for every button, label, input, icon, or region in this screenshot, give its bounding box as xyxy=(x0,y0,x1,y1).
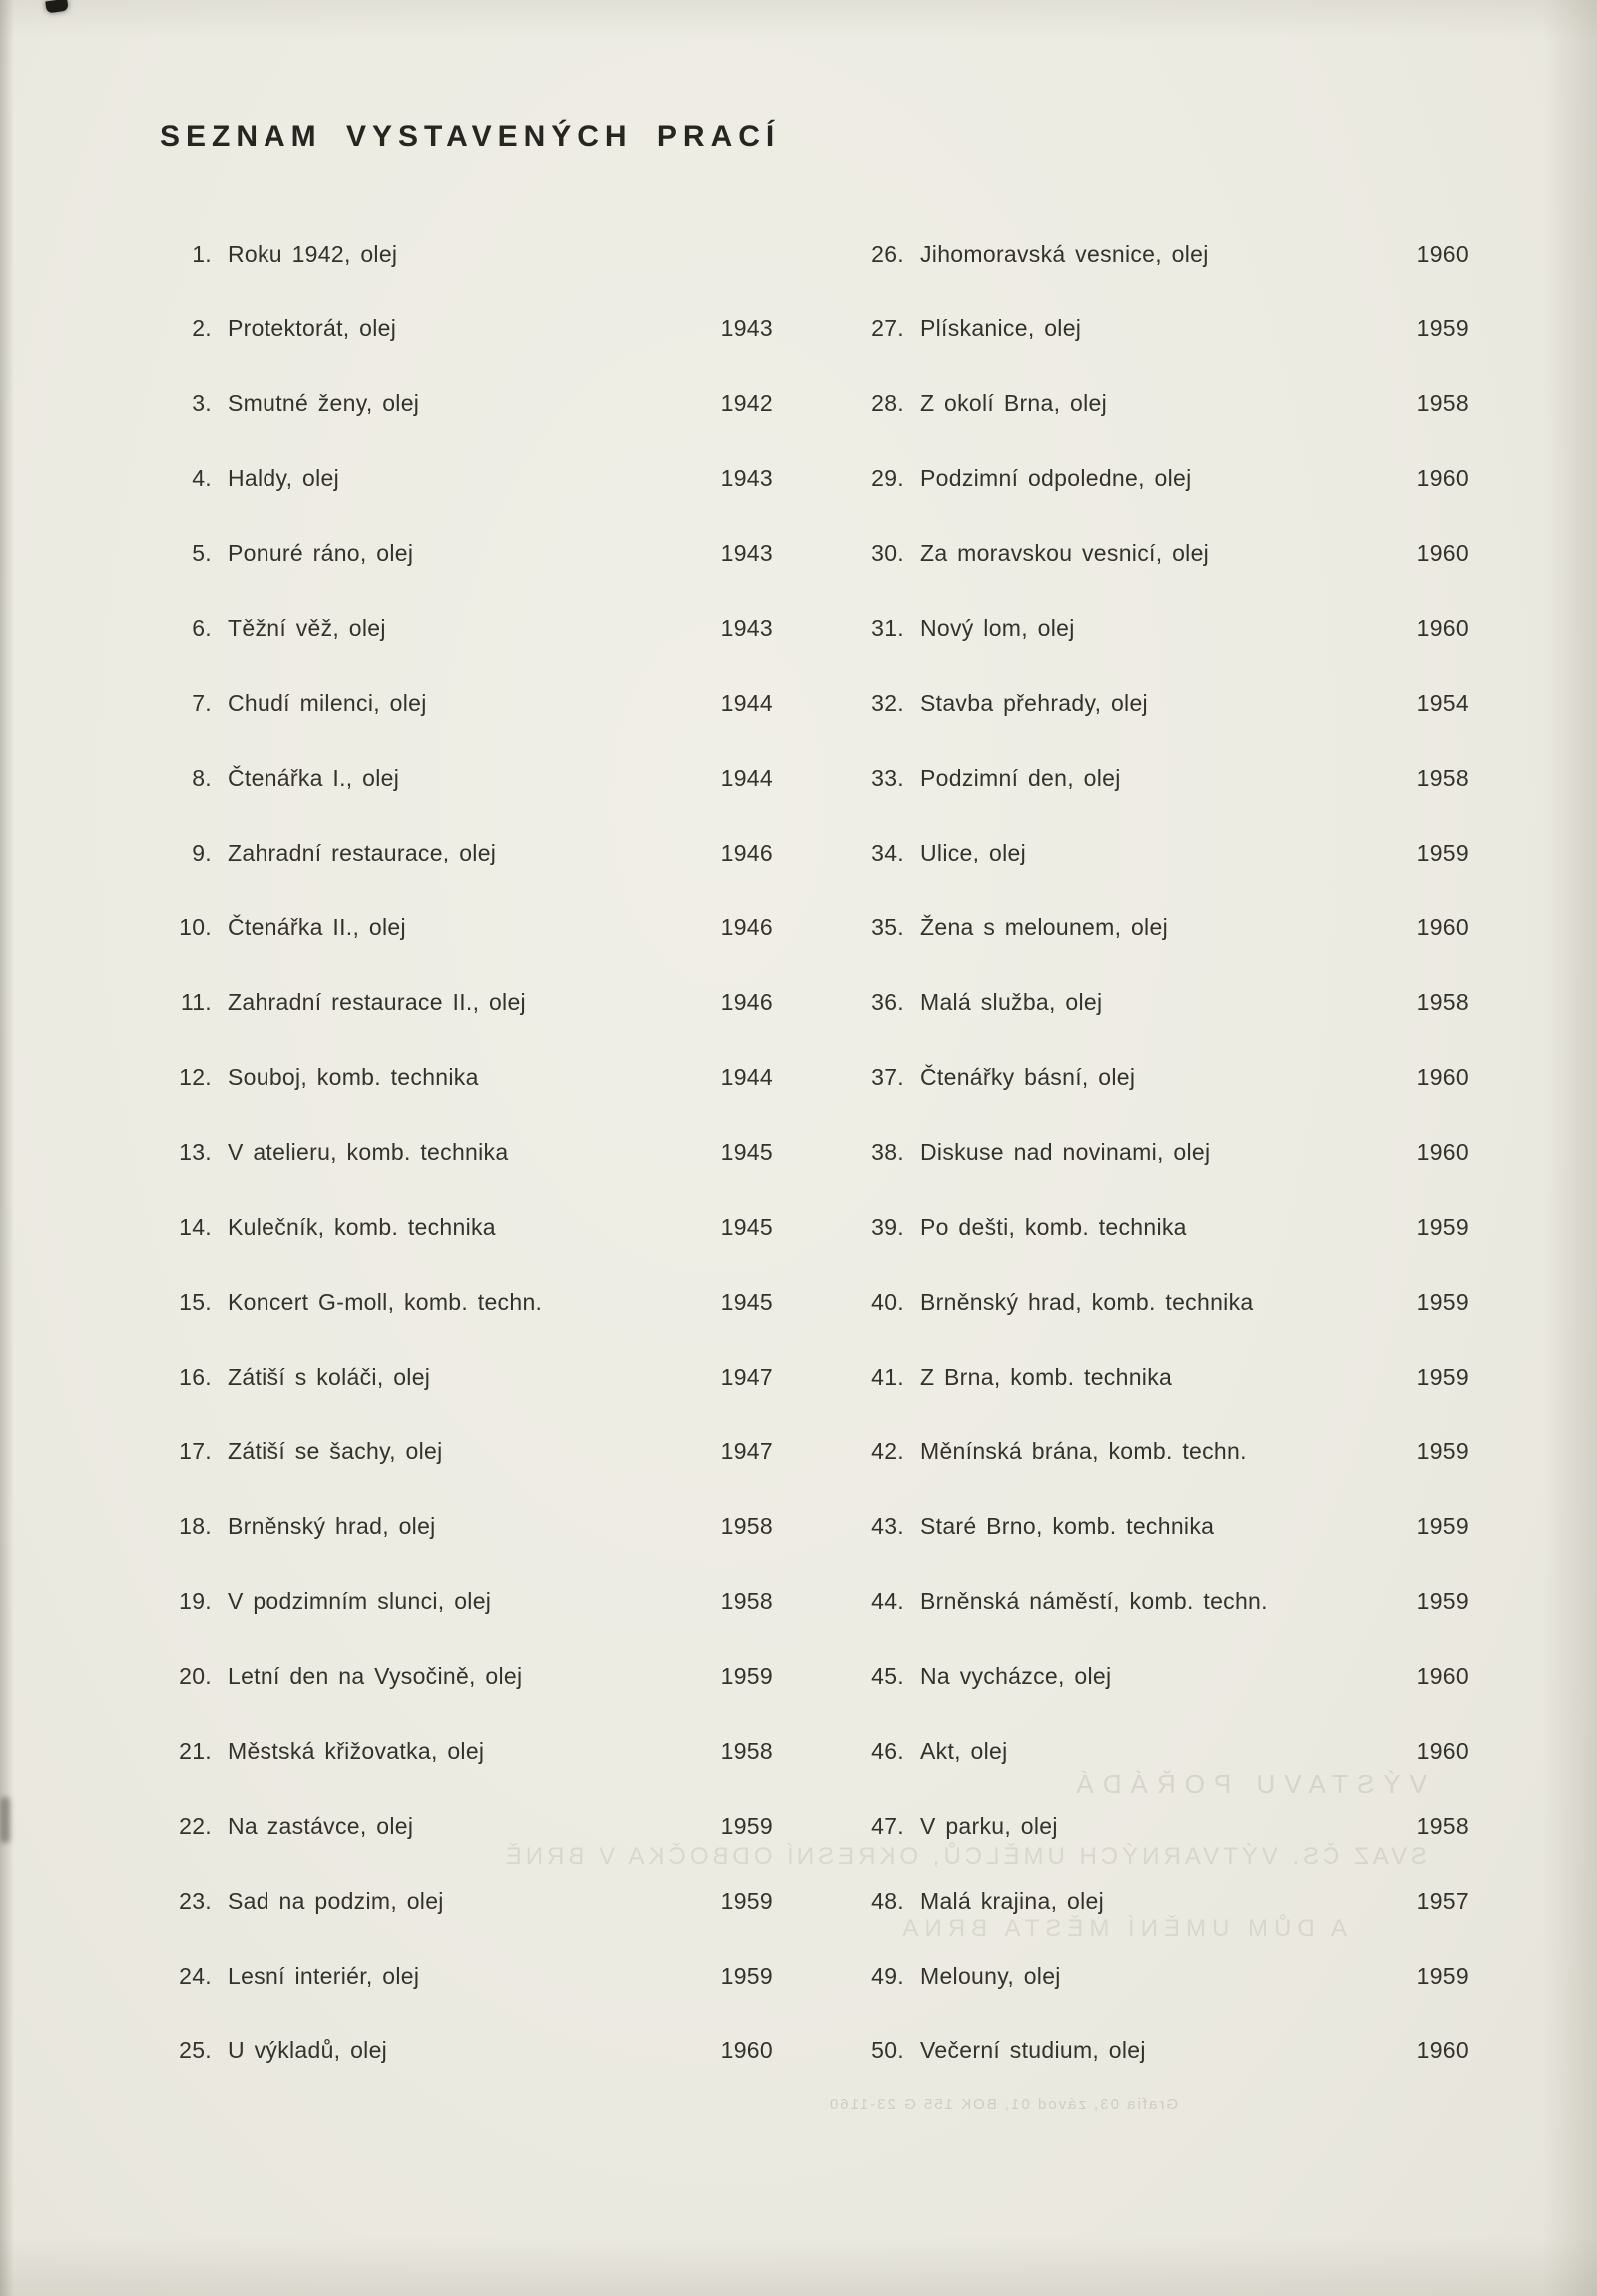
item-title: Stavba přehrady, olej xyxy=(920,690,1148,716)
item-number: 42. xyxy=(871,1438,904,1464)
item-year: 1960 xyxy=(720,2037,773,2063)
item-number: 4. xyxy=(192,465,212,491)
item-year: 1960 xyxy=(1416,1064,1469,1090)
list-item xyxy=(158,1512,773,1587)
item-number: 7. xyxy=(192,690,212,716)
list-item xyxy=(158,1662,773,1737)
item-title: Malá služba, olej xyxy=(920,989,1103,1015)
item-title: V podzimním slunci, olej xyxy=(228,1588,492,1614)
scan-artifact-top-left xyxy=(45,0,68,13)
show-through-text: A DŮM UMĚNÍ MĚSTA BRNA xyxy=(896,1915,1347,1942)
item-title: Roku 1942, olej xyxy=(228,241,398,267)
list-item xyxy=(850,240,1469,314)
item-number: 48. xyxy=(871,1888,904,1914)
item-number: 29. xyxy=(871,465,904,491)
item-title: Za moravskou vesnicí, olej xyxy=(920,540,1210,566)
item-number: 8. xyxy=(192,765,212,791)
list-item xyxy=(850,1887,1469,1962)
item-number: 45. xyxy=(871,1663,904,1689)
works-list-left-column xyxy=(158,240,773,2111)
list-item xyxy=(850,539,1469,614)
list-item xyxy=(158,988,773,1063)
item-year: 1958 xyxy=(1416,390,1469,416)
list-item xyxy=(158,389,773,464)
item-number: 23. xyxy=(179,1888,212,1914)
item-year: 1947 xyxy=(720,1438,773,1464)
item-title: Podzimní den, olej xyxy=(920,765,1121,791)
item-number: 11. xyxy=(180,989,212,1015)
list-item xyxy=(850,1587,1469,1662)
item-title: Večerní studium, olej xyxy=(920,2037,1146,2063)
item-title: Žena s melounem, olej xyxy=(920,914,1168,940)
item-year: 1959 xyxy=(1416,1588,1469,1614)
list-item xyxy=(158,2036,773,2111)
item-year: 1944 xyxy=(720,765,773,791)
item-year: 1958 xyxy=(720,1513,773,1539)
item-title: U výkladů, olej xyxy=(228,2037,388,2063)
list-item xyxy=(158,539,773,614)
list-item xyxy=(158,1962,773,2036)
item-title: Zátiší s koláči, olej xyxy=(228,1364,431,1390)
item-year: 1959 xyxy=(1416,1963,1469,1989)
list-item xyxy=(158,614,773,689)
item-number: 1. xyxy=(192,241,212,267)
item-title: Chudí milenci, olej xyxy=(228,690,427,716)
item-number: 9. xyxy=(192,840,212,865)
item-title: Malá krajina, olej xyxy=(920,1888,1104,1914)
item-year: 1960 xyxy=(1416,540,1469,566)
item-year: 1946 xyxy=(720,989,773,1015)
item-year: 1946 xyxy=(720,840,773,865)
list-item xyxy=(158,1737,773,1812)
item-year: 1943 xyxy=(720,315,773,341)
item-number: 49. xyxy=(871,1963,904,1989)
item-number: 6. xyxy=(192,615,212,641)
scan-artifact-left-edge xyxy=(0,1797,10,1843)
list-item xyxy=(850,614,1469,689)
item-number: 40. xyxy=(871,1289,904,1315)
item-number: 25. xyxy=(179,2037,212,2063)
list-item xyxy=(850,913,1469,988)
list-item xyxy=(850,389,1469,464)
item-title: Brněnský hrad, komb. technika xyxy=(920,1289,1254,1315)
item-number: 24. xyxy=(179,1963,212,1989)
list-item xyxy=(850,1288,1469,1363)
list-item xyxy=(158,764,773,839)
page-title: SEZNAM VYSTAVENÝCH PRACÍ xyxy=(160,120,781,154)
item-title: V atelieru, komb. technika xyxy=(228,1139,509,1165)
item-year: 1945 xyxy=(720,1214,773,1240)
item-title: Měnínská brána, komb. techn. xyxy=(920,1438,1247,1464)
list-item xyxy=(158,1812,773,1887)
item-year: 1947 xyxy=(720,1364,773,1390)
item-year: 1959 xyxy=(1416,1289,1469,1315)
item-number: 43. xyxy=(871,1513,904,1539)
list-item xyxy=(158,464,773,539)
item-title: Na vycházce, olej xyxy=(920,1663,1112,1689)
list-item xyxy=(850,1737,1469,1812)
item-title: Haldy, olej xyxy=(228,465,339,491)
item-year: 1958 xyxy=(1416,765,1469,791)
list-item xyxy=(850,1213,1469,1288)
list-item xyxy=(850,1363,1469,1437)
item-number: 41. xyxy=(871,1364,904,1390)
item-year: 1960 xyxy=(1416,1738,1469,1764)
item-number: 44. xyxy=(871,1588,904,1614)
item-number: 39. xyxy=(871,1214,904,1240)
item-title: Jihomoravská vesnice, olej xyxy=(920,241,1209,267)
list-item xyxy=(850,1812,1469,1887)
item-year: 1959 xyxy=(1416,315,1469,341)
list-item xyxy=(158,1288,773,1363)
item-number: 2. xyxy=(192,315,212,341)
item-title: Protektorát, olej xyxy=(228,315,397,341)
item-number: 15. xyxy=(179,1289,212,1315)
item-year: 1959 xyxy=(720,1813,773,1839)
item-number: 3. xyxy=(192,390,212,416)
item-year: 1960 xyxy=(1416,615,1469,641)
item-number: 38. xyxy=(871,1139,904,1165)
item-year: 1946 xyxy=(720,914,773,940)
item-number: 31. xyxy=(871,615,904,641)
item-number: 36. xyxy=(871,989,904,1015)
item-title: Brněnský hrad, olej xyxy=(228,1513,436,1539)
list-item xyxy=(158,314,773,389)
item-number: 19. xyxy=(179,1588,212,1614)
list-item xyxy=(850,1138,1469,1213)
item-number: 37. xyxy=(871,1064,904,1090)
list-item xyxy=(158,1138,773,1213)
item-title: Lesní interiér, olej xyxy=(228,1963,420,1989)
item-number: 46. xyxy=(871,1738,904,1764)
item-year: 1959 xyxy=(1416,840,1469,865)
item-year: 1959 xyxy=(720,1963,773,1989)
item-year: 1960 xyxy=(1416,1139,1469,1165)
item-title: Melouny, olej xyxy=(920,1963,1061,1989)
item-number: 5. xyxy=(192,540,212,566)
item-title: Ponuré ráno, olej xyxy=(228,540,414,566)
item-number: 50. xyxy=(871,2037,904,2063)
item-year: 1959 xyxy=(720,1663,773,1689)
item-title: Na zastávce, olej xyxy=(228,1813,414,1839)
item-title: Plískanice, olej xyxy=(920,315,1082,341)
list-item xyxy=(158,1363,773,1437)
item-year: 1959 xyxy=(1416,1214,1469,1240)
show-through-text: Grafia 03, závod 01, BOK 155 G 23-1160 xyxy=(827,2096,1178,2113)
item-title: Koncert G-moll, komb. techn. xyxy=(228,1289,543,1315)
list-item xyxy=(850,314,1469,389)
show-through-text: VÝSTAVU POŘÁDÁ xyxy=(1067,1769,1427,1799)
item-title: Nový lom, olej xyxy=(920,615,1075,641)
item-title: Čtenářka II., olej xyxy=(228,914,406,940)
item-number: 34. xyxy=(871,840,904,865)
item-title: Čtenářky básní, olej xyxy=(920,1064,1136,1090)
item-number: 16. xyxy=(179,1364,212,1390)
item-number: 28. xyxy=(871,390,904,416)
item-year: 1960 xyxy=(1416,2037,1469,2063)
item-title: Letní den na Vysočině, olej xyxy=(228,1663,523,1689)
list-item xyxy=(158,1213,773,1288)
list-item xyxy=(850,1437,1469,1512)
show-through-text: SVAZ ČS. VÝTVARNÝCH UMĚLCŮ, OKRESNÍ ODBOČKA V BRNĚ xyxy=(501,1843,1427,1870)
item-title: Brněnská náměstí, komb. techn. xyxy=(920,1588,1268,1614)
list-item xyxy=(850,1962,1469,2036)
item-title: Smutné ženy, olej xyxy=(228,390,420,416)
item-number: 30. xyxy=(871,540,904,566)
item-year: 1958 xyxy=(1416,989,1469,1015)
list-item xyxy=(850,464,1469,539)
list-item xyxy=(850,988,1469,1063)
item-title: Zahradní restaurace II., olej xyxy=(228,989,526,1015)
item-number: 17. xyxy=(179,1438,212,1464)
item-year: 1944 xyxy=(720,690,773,716)
item-title: Souboj, komb. technika xyxy=(228,1064,479,1090)
item-title: Po dešti, komb. technika xyxy=(920,1214,1187,1240)
item-year: 1958 xyxy=(720,1588,773,1614)
item-number: 26. xyxy=(871,241,904,267)
item-year: 1954 xyxy=(1416,690,1469,716)
item-title: Zátiší se šachy, olej xyxy=(228,1438,443,1464)
list-item xyxy=(850,689,1469,764)
item-year: 1960 xyxy=(1416,1663,1469,1689)
item-title: Z okolí Brna, olej xyxy=(920,390,1107,416)
item-year: 1942 xyxy=(720,390,773,416)
item-year: 1943 xyxy=(720,465,773,491)
item-number: 20. xyxy=(179,1663,212,1689)
item-year: 1943 xyxy=(720,615,773,641)
item-title: V parku, olej xyxy=(920,1813,1058,1839)
list-item xyxy=(158,1587,773,1662)
item-year: 1945 xyxy=(720,1139,773,1165)
item-number: 32. xyxy=(871,690,904,716)
list-item xyxy=(158,1887,773,1962)
item-title: Městská křižovatka, olej xyxy=(228,1738,485,1764)
list-item xyxy=(158,240,773,314)
item-title: Zahradní restaurace, olej xyxy=(228,840,497,865)
item-title: Čtenářka I., olej xyxy=(228,765,400,791)
item-number: 47. xyxy=(871,1813,904,1839)
item-number: 14. xyxy=(179,1214,212,1240)
list-item xyxy=(850,764,1469,839)
item-number: 21. xyxy=(179,1738,212,1764)
list-item xyxy=(850,839,1469,913)
item-title: Z Brna, komb. technika xyxy=(920,1364,1173,1390)
list-item xyxy=(158,839,773,913)
item-number: 27. xyxy=(871,315,904,341)
item-year: 1959 xyxy=(1416,1513,1469,1539)
item-number: 13. xyxy=(179,1139,212,1165)
list-item xyxy=(850,1063,1469,1138)
item-title: Podzimní odpoledne, olej xyxy=(920,465,1192,491)
item-year: 1960 xyxy=(1416,241,1469,267)
item-number: 18. xyxy=(179,1513,212,1539)
item-number: 33. xyxy=(871,765,904,791)
item-title: Staré Brno, komb. technika xyxy=(920,1513,1215,1539)
item-year: 1958 xyxy=(1416,1813,1469,1839)
item-year: 1957 xyxy=(1416,1888,1469,1914)
item-year: 1945 xyxy=(720,1289,773,1315)
list-item xyxy=(827,2036,1469,2113)
item-number: 12. xyxy=(179,1064,212,1090)
item-title: Diskuse nad novinami, olej xyxy=(920,1139,1211,1165)
item-title: Ulice, olej xyxy=(920,840,1027,865)
works-list-right-column xyxy=(827,240,1469,2113)
item-year: 1959 xyxy=(720,1888,773,1914)
item-title: Kulečník, komb. technika xyxy=(228,1214,496,1240)
item-title: Akt, olej xyxy=(920,1738,1008,1764)
item-year: 1960 xyxy=(1416,465,1469,491)
list-item xyxy=(850,1662,1469,1737)
item-title: Těžní věž, olej xyxy=(228,615,386,641)
item-number: 10. xyxy=(179,914,212,940)
item-number: 35. xyxy=(871,914,904,940)
item-year: 1944 xyxy=(720,1064,773,1090)
item-year: 1959 xyxy=(1416,1438,1469,1464)
list-item xyxy=(158,1437,773,1512)
item-number: 22. xyxy=(179,1813,212,1839)
item-year: 1958 xyxy=(720,1738,773,1764)
item-year: 1943 xyxy=(720,540,773,566)
item-title: Sad na podzim, olej xyxy=(228,1888,444,1914)
list-item xyxy=(158,913,773,988)
item-year: 1960 xyxy=(1416,914,1469,940)
list-item xyxy=(850,1512,1469,1587)
list-item xyxy=(158,689,773,764)
list-item xyxy=(158,1063,773,1138)
item-year: 1959 xyxy=(1416,1364,1469,1390)
